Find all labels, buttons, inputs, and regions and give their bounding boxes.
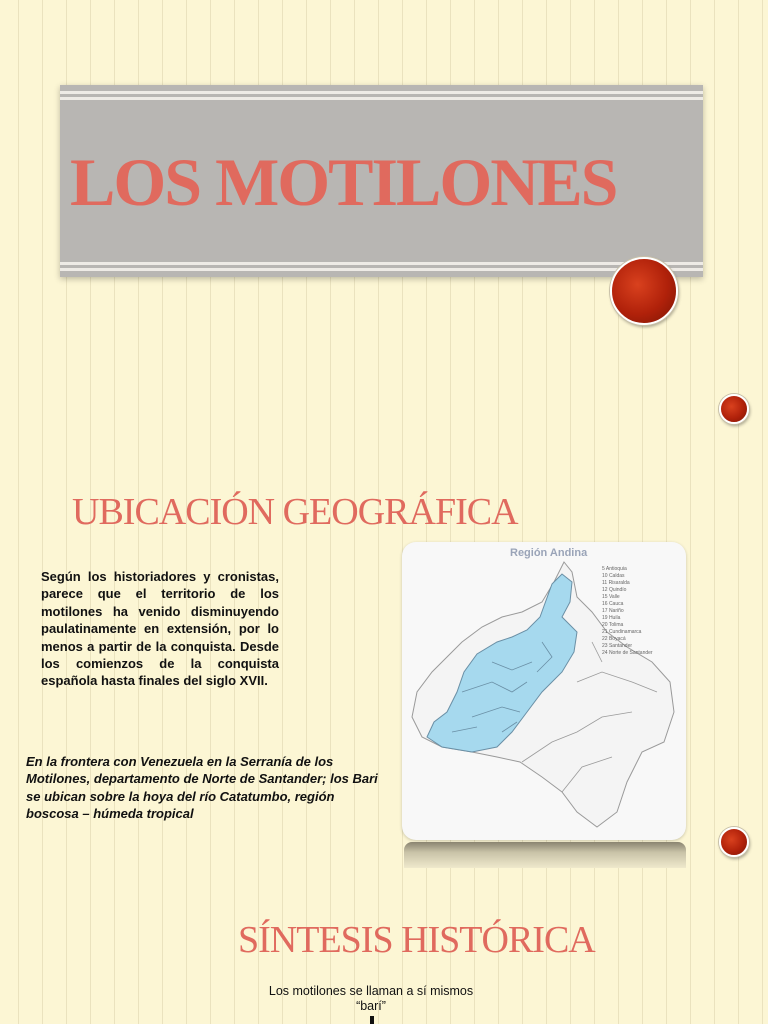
bullet-mark [370,1016,374,1024]
svg-text:11 Risaralda: 11 Risaralda [602,580,630,586]
svg-text:24 Norte de Santander: 24 Norte de Santander [602,650,653,656]
svg-text:5 Antioquia: 5 Antioquia [602,566,627,572]
svg-text:23 Santander: 23 Santander [602,643,633,649]
page-title: LOS MOTILONES [70,144,617,220]
decorative-red-circle-large [610,257,678,325]
svg-text:12 Quindío: 12 Quindío [602,587,627,593]
svg-text:22 Boyacá: 22 Boyacá [602,636,626,642]
location-paragraph: Según los historiadores y cronistas, parece que el territorio de los motilones ha venido disminuyendo paulatinamente en extensión, por lo menos a partir de la conquista. Desde los comienzos de la conquista española hasta finales del siglo XVII. [41,569,279,689]
colombia-map [402,542,686,840]
banner-stripe [60,91,703,94]
svg-text:15 Valle: 15 Valle [602,594,620,600]
svg-text:21 Cundinamarca: 21 Cundinamarca [602,629,642,635]
map-legend [602,566,653,656]
map-pedestal-shadow [404,842,686,868]
svg-text:17 Nariño: 17 Nariño [602,608,624,614]
svg-text:20 Tolima: 20 Tolima [602,622,624,628]
svg-text:16 Cauca: 16 Cauca [602,601,624,607]
historical-text [240,984,502,1014]
country-outline [412,562,674,827]
section-heading-ubicacion: UBICACIÓN GEOGRÁFICA [72,491,518,533]
banner-stripe [60,97,703,100]
section-heading-sintesis: SÍNTESIS HISTÓRICA [238,919,595,961]
map-image [402,542,686,840]
historical-text-line1: Los motilones se llaman a sí mismos [268,984,474,998]
decorative-red-circle-small [719,394,749,424]
svg-text:19 Huila: 19 Huila [602,615,621,621]
map-title: Región Andina [510,547,588,559]
historical-text-line2: “barí” [356,999,386,1013]
location-italic-paragraph: En la frontera con Venezuela en la Serranía de los Motilones, departamento de Norte de Santander; los Bari se ubican sobre la hoya del río Catatumbo, región boscosa – húmeda tropical [26,754,378,822]
banner-stripe [60,262,703,265]
banner-stripe [60,268,703,271]
svg-text:10 Caldas: 10 Caldas [602,573,625,579]
title-banner [60,85,703,277]
decorative-red-circle-small [719,827,749,857]
